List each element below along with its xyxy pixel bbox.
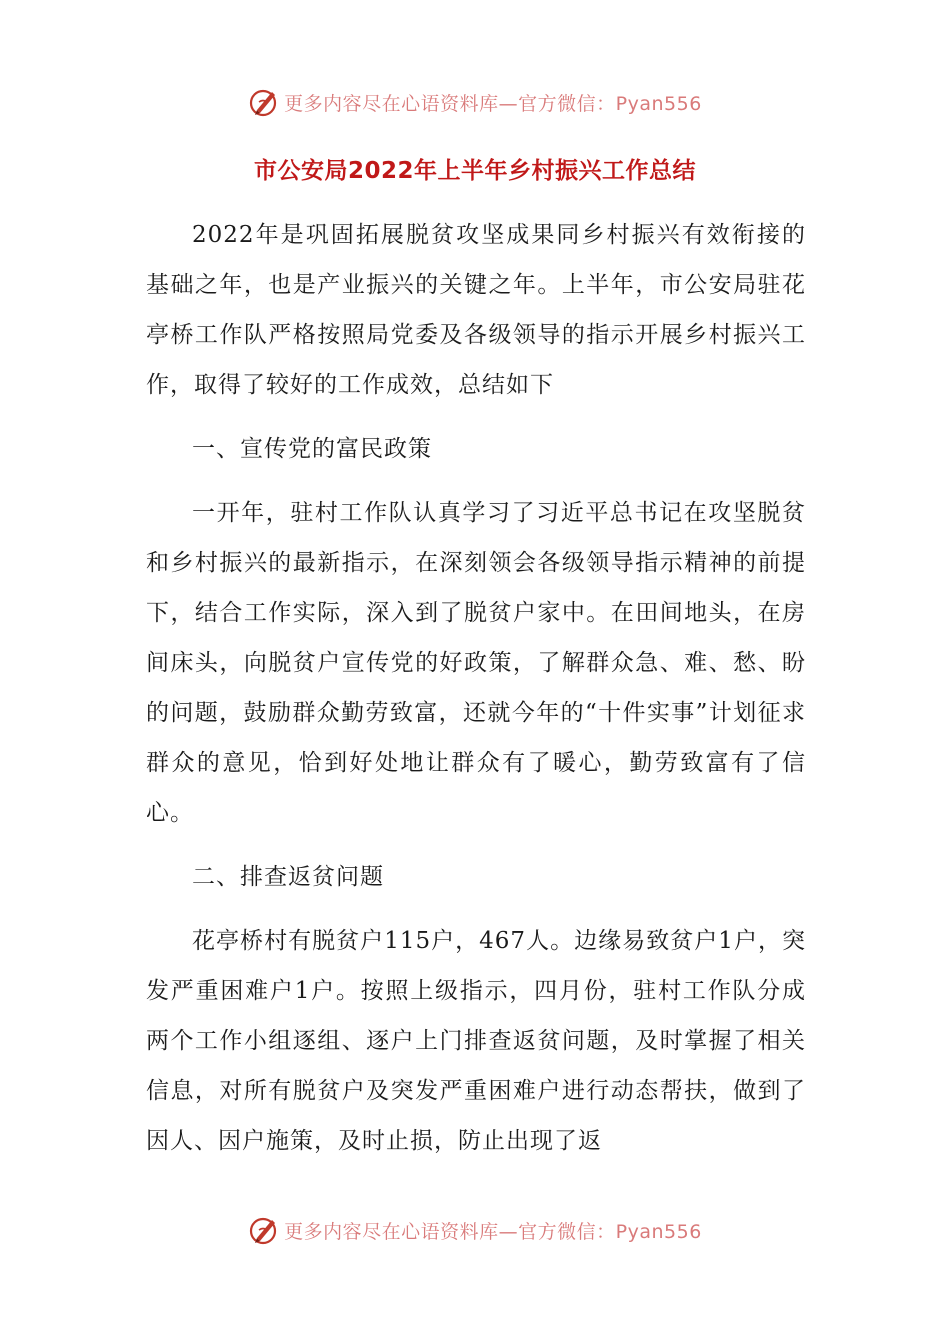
document-body xyxy=(146,210,806,1166)
document-title: 市公安局2022年上半年乡村振兴工作总结 xyxy=(253,158,696,184)
header-banner xyxy=(0,82,950,122)
pen-logo-icon xyxy=(248,1214,280,1246)
section-2-heading: 二、排查返贫问题 xyxy=(192,864,384,890)
section-1-heading: 一、宣传党的富民政策 xyxy=(192,436,432,462)
footer-banner-text: 更多内容尽在心语资料库—官方微信：Pyan556 xyxy=(284,1220,702,1243)
footer-banner xyxy=(0,1210,950,1250)
section-1-paragraph: 一开年，驻村工作队认真学习了习近平总书记在攻坚脱贫和乡村振兴的最新指示，在深刻领会各级领导指示精神的前提下，结合工作实际，深入到了脱贫户家中。在田间地头，在房间床头，向脱贫户宣传党的好政策，了解群众急、难、愁、盼的问题，鼓励群众勤劳致富，还就今年的“十件实事”计划征求群众的意见，恰到好处地让群众有了暖心，勤劳致富有了信心。 xyxy=(146,500,806,826)
intro-paragraph: 2022年是巩固拓展脱贫攻坚成果同乡村振兴有效衔接的基础之年，也是产业振兴的关键之年。上半年，市公安局驻花亭桥工作队严格按照局党委及各级领导的指示开展乡村振兴工作，取得了较好的工作成效，总结如下 xyxy=(146,222,806,398)
section-2-paragraph: 花亭桥村有脱贫户115户，467人。边缘易致贫户1户，突发严重困难户1户。按照上级指示，四月份，驻村工作队分成两个工作小组逐组、逐户上门排查返贫问题，及时掌握了相关信息，对所有脱贫户及突发严重困难户进行动态帮扶，做到了因人、因户施策，及时止损，防止出现了返 xyxy=(146,928,806,1154)
pen-logo-icon xyxy=(248,86,280,118)
header-banner-text: 更多内容尽在心语资料库—官方微信：Pyan556 xyxy=(284,92,702,115)
